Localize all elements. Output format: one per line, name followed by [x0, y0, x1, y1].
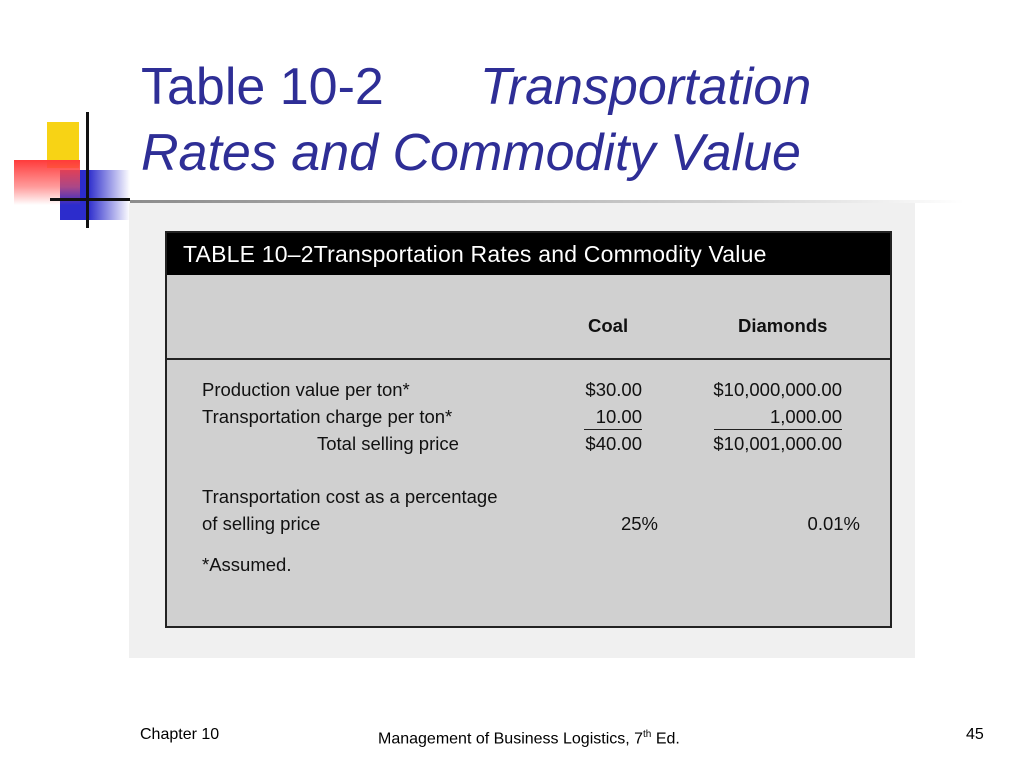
table-header — [167, 233, 890, 275]
title-line2: Rates and Commodity Value — [141, 124, 801, 182]
row-label-production: Production value per ton* — [202, 379, 410, 400]
cell-diamonds-pct: 0.01% — [807, 513, 860, 534]
row-label-transport: Transportation charge per ton* — [202, 406, 453, 427]
cell-coal-transport: 10.00 — [584, 405, 642, 430]
title-number: Table 10-2 — [141, 58, 384, 116]
column-header-diamonds: Diamonds — [738, 315, 828, 336]
cell-coal-pct: 25% — [620, 513, 658, 534]
footer-book-sup: th — [643, 729, 652, 740]
footer-book-tail: Ed. — [651, 730, 680, 748]
title-line1: Transportation — [479, 58, 812, 116]
cell-coal-total: $40.00 — [585, 433, 642, 454]
slide-title — [141, 54, 1001, 186]
horizontal-line-decoration — [50, 198, 130, 201]
footer-page-number: 45 — [966, 726, 984, 743]
row-label-total: Total selling price — [317, 433, 459, 454]
cell-diamonds-total: $10,001,000.00 — [713, 433, 842, 454]
table-footnote: *Assumed. — [202, 554, 292, 575]
pct-label-line1: Transportation cost as a percentage — [202, 486, 498, 507]
table-header-text: TABLE 10–2Transportation Rates and Commodity Value — [183, 241, 767, 267]
footer-book-title — [378, 724, 680, 750]
footer-chapter: Chapter 10 — [140, 726, 220, 743]
column-header-coal: Coal — [588, 315, 629, 336]
column-header-divider — [167, 358, 890, 360]
cell-diamonds-transport: 1,000.00 — [714, 405, 842, 430]
vertical-line-decoration — [86, 112, 89, 228]
cell-diamonds-production: $10,000,000.00 — [713, 379, 842, 400]
pct-label-line2: of selling price — [202, 513, 321, 534]
footer-book-text: Management of Business Logistics, 7 — [378, 730, 644, 748]
cell-coal-production: $30.00 — [585, 379, 642, 400]
